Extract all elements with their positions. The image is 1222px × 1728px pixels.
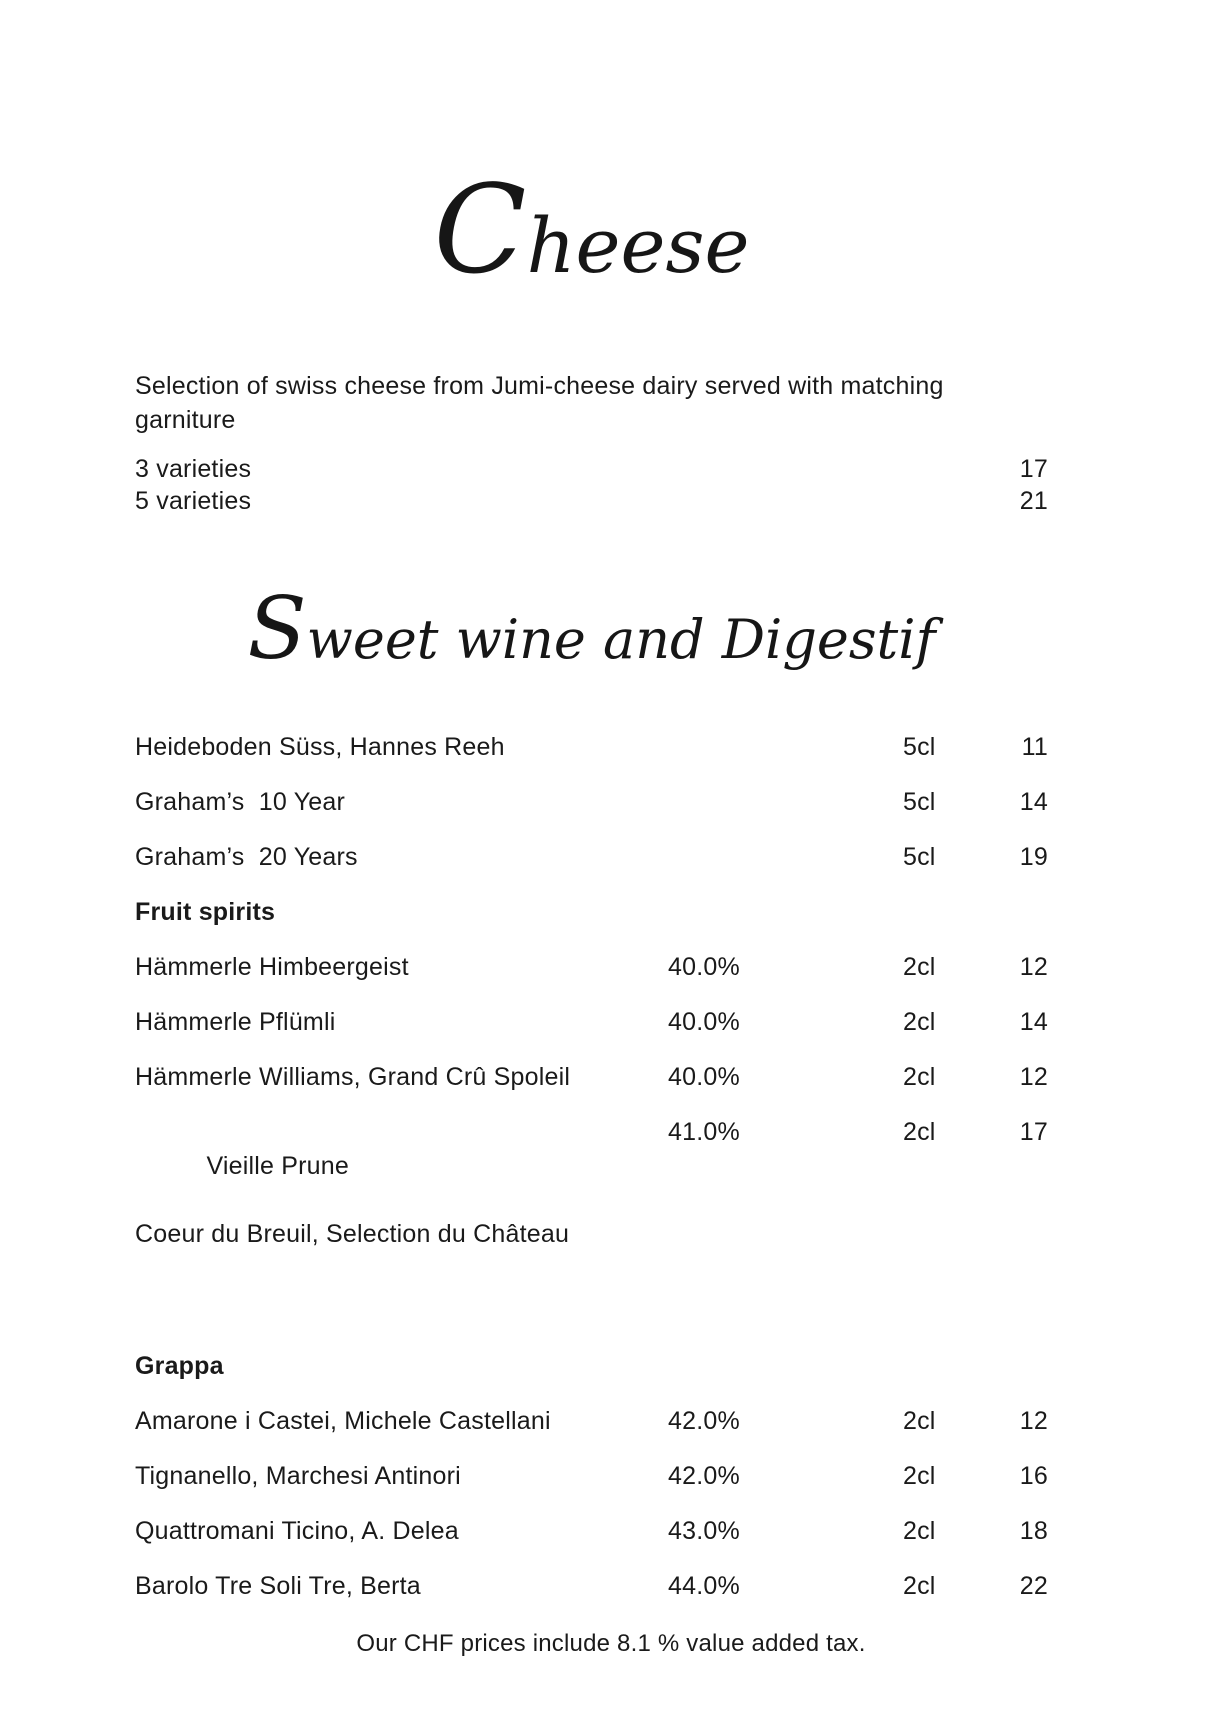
item-price: 12 bbox=[1019, 952, 1048, 981]
cheese-option-label: 3 varieties bbox=[135, 454, 252, 483]
item-price: 22 bbox=[1019, 1571, 1048, 1600]
menu-item-row bbox=[135, 950, 1048, 984]
vat-footer-note: Our CHF prices include 8.1 % value added tax. bbox=[356, 1630, 866, 1657]
item-price: 12 bbox=[1019, 1062, 1048, 1091]
item-name: Graham’s 20 Years bbox=[135, 842, 358, 871]
item-volume: 2cl bbox=[903, 1062, 936, 1091]
item-name-with-note bbox=[135, 1115, 668, 1319]
item-name: Quattromani Ticino, A. Delea bbox=[135, 1516, 459, 1545]
item-abv: 40.0% bbox=[668, 1062, 740, 1091]
item-name: Graham’s 10 Year bbox=[135, 787, 346, 816]
item-volume: 5cl bbox=[903, 732, 936, 761]
item-price: 18 bbox=[1019, 1516, 1048, 1545]
item-name: Vieille Prune bbox=[206, 1151, 349, 1180]
item-name: Amarone i Castei, Michele Castellani bbox=[135, 1406, 551, 1435]
group-heading-grappa: Grappa bbox=[135, 1351, 224, 1380]
item-price: 11 bbox=[1021, 732, 1048, 761]
item-abv bbox=[668, 785, 903, 819]
item-volume: 2cl bbox=[903, 1571, 936, 1600]
item-volume: 2cl bbox=[903, 1117, 936, 1146]
item-volume: 5cl bbox=[903, 787, 936, 816]
item-price: 16 bbox=[1019, 1461, 1048, 1490]
cheese-section bbox=[135, 155, 1048, 517]
item-volume: 5cl bbox=[903, 842, 936, 871]
item-abv: 42.0% bbox=[668, 1406, 740, 1435]
item-name: Hämmerle Himbeergeist bbox=[135, 952, 409, 981]
item-volume: 2cl bbox=[903, 1461, 936, 1490]
item-name: Tignanello, Marchesi Antinori bbox=[135, 1461, 461, 1490]
item-note: Coeur du Breuil, Selection du Château bbox=[135, 1219, 570, 1248]
cheese-option-price: 21 bbox=[1019, 486, 1048, 515]
item-abv: 40.0% bbox=[668, 952, 740, 981]
cheese-option-label: 5 varieties bbox=[135, 486, 252, 515]
menu-item-row bbox=[135, 1569, 1048, 1603]
item-name: Hämmerle Williams, Grand Crû Spoleil bbox=[135, 1062, 571, 1091]
cheese-option-price: 17 bbox=[1019, 454, 1048, 483]
group-heading-fruit-spirits: Fruit spirits bbox=[135, 897, 276, 926]
item-volume: 2cl bbox=[903, 1406, 936, 1435]
cheese-option-row bbox=[135, 485, 1048, 517]
digestif-list bbox=[135, 730, 1048, 1603]
item-price: 14 bbox=[1019, 787, 1048, 816]
item-price: 19 bbox=[1019, 842, 1048, 871]
menu-page bbox=[135, 0, 1048, 1624]
item-abv bbox=[668, 840, 903, 874]
item-abv: 42.0% bbox=[668, 1461, 740, 1490]
digestif-section bbox=[135, 578, 1048, 1603]
item-volume: 2cl bbox=[903, 952, 936, 981]
item-name: Hämmerle Pflümli bbox=[135, 1007, 336, 1036]
digestif-section-title: Sweet wine and Digestif bbox=[247, 578, 936, 679]
menu-item-row bbox=[135, 1060, 1048, 1094]
cheese-section-title: Cheese bbox=[433, 159, 750, 301]
item-name: Barolo Tre Soli Tre, Berta bbox=[135, 1571, 421, 1600]
cheese-options bbox=[135, 453, 1048, 517]
cheese-option-row bbox=[135, 453, 1048, 485]
menu-item-row bbox=[135, 1459, 1048, 1493]
item-abv bbox=[668, 730, 903, 764]
menu-item-row bbox=[135, 785, 1048, 819]
item-name: Heideboden Süss, Hannes Reeh bbox=[135, 732, 505, 761]
item-volume: 2cl bbox=[903, 1007, 936, 1036]
menu-item-row bbox=[135, 1514, 1048, 1548]
item-price: 12 bbox=[1019, 1406, 1048, 1435]
menu-item-row bbox=[135, 840, 1048, 874]
item-abv: 41.0% bbox=[668, 1117, 740, 1146]
cheese-description: Selection of swiss cheese from Jumi-cheese dairy served with matching garniture bbox=[135, 371, 944, 434]
item-abv: 43.0% bbox=[668, 1516, 740, 1545]
item-price: 17 bbox=[1019, 1117, 1048, 1146]
menu-item-row bbox=[135, 1115, 1048, 1319]
item-abv: 44.0% bbox=[668, 1571, 740, 1600]
menu-item-row bbox=[135, 1404, 1048, 1438]
menu-item-row bbox=[135, 730, 1048, 764]
item-price: 14 bbox=[1019, 1007, 1048, 1036]
item-volume: 2cl bbox=[903, 1516, 936, 1545]
menu-item-row bbox=[135, 1005, 1048, 1039]
item-abv: 40.0% bbox=[668, 1007, 740, 1036]
